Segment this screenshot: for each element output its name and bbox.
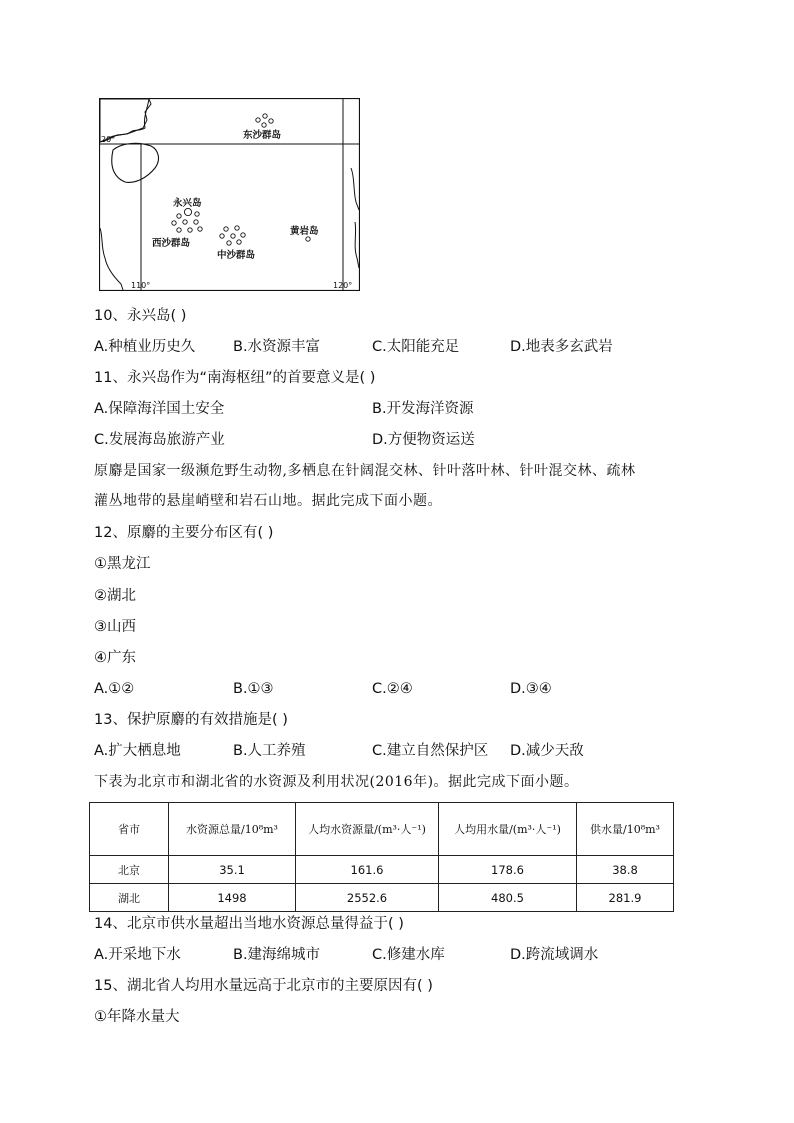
huangyan-island-mark bbox=[306, 237, 310, 241]
table-header-cell: 水资源总量/10⁸m³ bbox=[169, 803, 296, 856]
q11-option-c[interactable]: C.发展海岛旅游产业 bbox=[94, 432, 225, 448]
q10-option-a[interactable]: A.种植业历史久 bbox=[94, 339, 196, 355]
q11-option-b[interactable]: B.开发海洋资源 bbox=[372, 401, 474, 417]
table-cell: 北京 bbox=[90, 856, 169, 884]
q14-option-a[interactable]: A.开采地下水 bbox=[94, 947, 181, 963]
q10-option-d[interactable]: D.地表多玄武岩 bbox=[510, 339, 613, 355]
q12-stem: 12、原麝的主要分布区有( ) bbox=[94, 525, 274, 541]
table-header-cell: 供水量/10⁸m³ bbox=[577, 803, 674, 856]
q14-option-c[interactable]: C.修建水库 bbox=[372, 947, 445, 963]
table-row bbox=[90, 856, 674, 884]
q12-item-4: ④广东 bbox=[94, 650, 136, 666]
q15-stem: 15、湖北省人均用水量远高于北京市的主要原因有( ) bbox=[94, 978, 433, 994]
q12-option-a[interactable]: A.①② bbox=[94, 681, 135, 697]
q10-option-c[interactable]: C.太阳能充足 bbox=[372, 339, 460, 355]
q13-option-a[interactable]: A.扩大栖息地 bbox=[94, 743, 181, 759]
q10-option-b[interactable]: B.水资源丰富 bbox=[233, 339, 321, 355]
q11-option-a[interactable]: A.保障海洋国土安全 bbox=[94, 401, 225, 417]
yongxing-label: 永兴岛 bbox=[173, 198, 202, 209]
table-cell: 1498 bbox=[169, 884, 296, 912]
table-header-row bbox=[90, 803, 674, 856]
q12-item-2: ②湖北 bbox=[94, 588, 136, 604]
table-cell: 湖北 bbox=[90, 884, 169, 912]
lon-110-label: 110° bbox=[131, 281, 151, 290]
q13-stem: 13、保护原麝的有效措施是( ) bbox=[94, 712, 288, 728]
q11-option-d[interactable]: D.方便物资运送 bbox=[372, 432, 475, 448]
table-header-cell: 人均用水量/(m³·人⁻¹) bbox=[439, 803, 577, 856]
xisha-label: 西沙群岛 bbox=[152, 238, 191, 249]
q14-option-d[interactable]: D.跨流域调水 bbox=[510, 947, 599, 963]
table-cell: 281.9 bbox=[577, 884, 674, 912]
table-cell: 38.8 bbox=[577, 856, 674, 884]
table-header-cell: 人均水资源量/(m³·人⁻¹) bbox=[296, 803, 439, 856]
q14-option-b[interactable]: B.建海绵城市 bbox=[233, 947, 321, 963]
q12-item-1: ①黑龙江 bbox=[94, 556, 151, 572]
q10-stem: 10、永兴岛( ) bbox=[94, 308, 187, 324]
table-cell: 480.5 bbox=[439, 884, 577, 912]
table-cell: 178.6 bbox=[439, 856, 577, 884]
lat-20-label: 20° bbox=[101, 135, 116, 144]
q15-item-1: ①年降水量大 bbox=[94, 1009, 180, 1025]
q11-stem: 11、永兴岛作为“南海枢纽”的首要意义是( ) bbox=[94, 370, 376, 386]
q13-option-b[interactable]: B.人工养殖 bbox=[233, 743, 306, 759]
dongsha-label: 东沙群岛 bbox=[243, 130, 282, 141]
q12-item-3: ③山西 bbox=[94, 619, 136, 635]
table-header-cell: 省市 bbox=[90, 803, 169, 856]
lon-120-label: 120° bbox=[333, 281, 353, 290]
table-cell: 35.1 bbox=[169, 856, 296, 884]
passage-2-line-1: 下表为北京市和湖北省的水资源及利用状况(2016年)。据此完成下面小题。 bbox=[94, 774, 579, 790]
table-row bbox=[90, 884, 674, 912]
q13-option-c[interactable]: C.建立自然保护区 bbox=[372, 743, 489, 759]
passage-1-line-2: 灌丛地带的悬崖峭壁和岩石山地。据此完成下面小题。 bbox=[94, 493, 442, 509]
table-cell: 161.6 bbox=[296, 856, 439, 884]
table-cell: 2552.6 bbox=[296, 884, 439, 912]
water-resources-table bbox=[89, 802, 674, 912]
q12-option-b[interactable]: B.①③ bbox=[233, 681, 274, 697]
q14-stem: 14、北京市供水量超出当地水资源总量得益于( ) bbox=[94, 916, 404, 932]
q13-option-d[interactable]: D.减少天敌 bbox=[510, 743, 584, 759]
zhongsha-label: 中沙群岛 bbox=[217, 250, 256, 261]
passage-1-line-1: 原麝是国家一级濒危野生动物,多栖息在针阔混交林、针叶落叶林、针叶混交林、疏林 bbox=[94, 463, 636, 479]
q12-option-c[interactable]: C.②④ bbox=[372, 681, 413, 697]
huangyan-label: 黄岩岛 bbox=[290, 226, 319, 237]
q12-option-d[interactable]: D.③④ bbox=[510, 681, 552, 697]
south-china-sea-map bbox=[99, 98, 360, 291]
